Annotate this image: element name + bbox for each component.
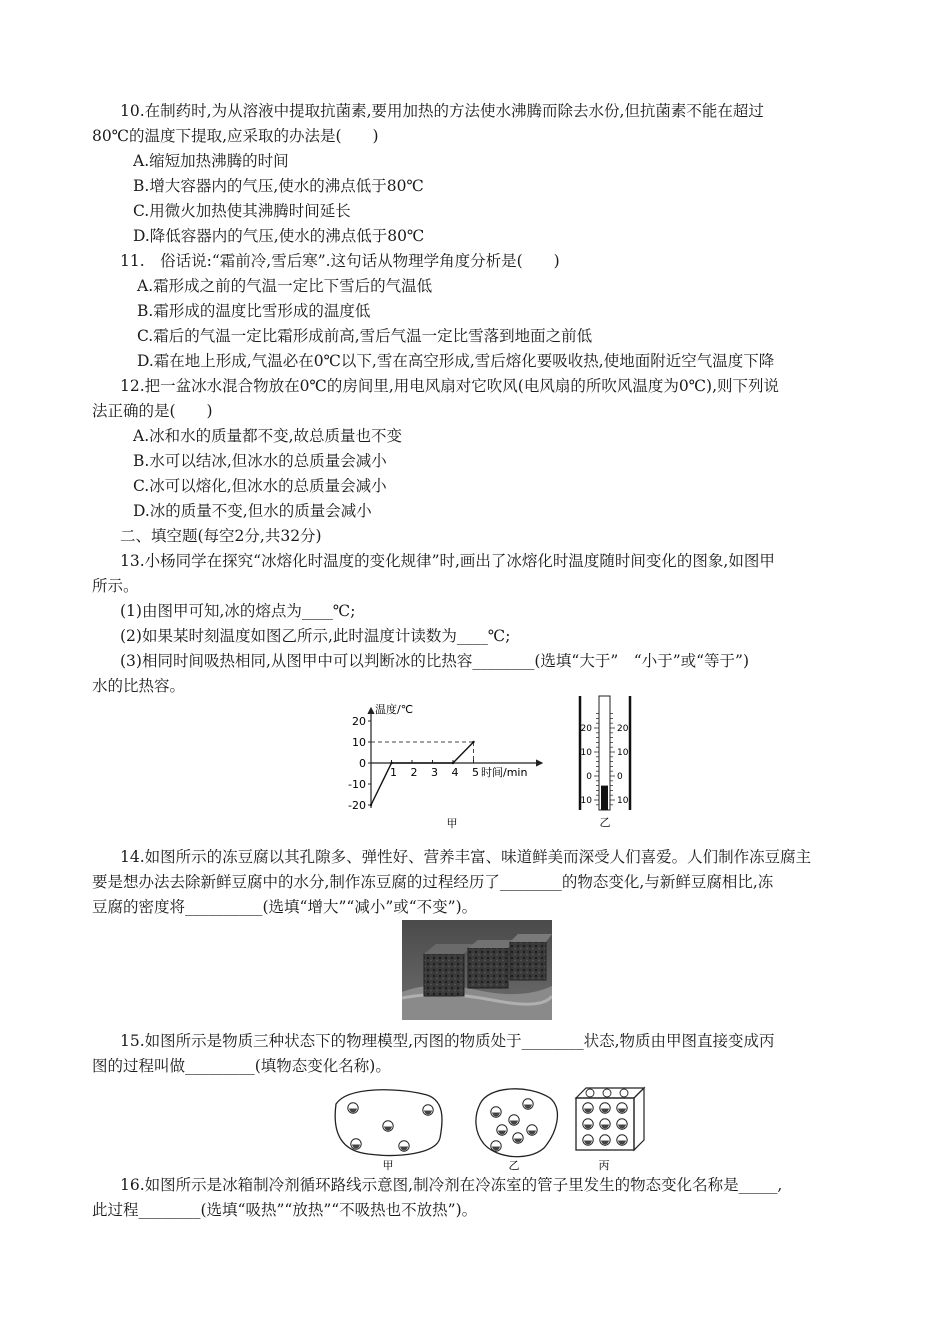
data-point xyxy=(390,762,392,764)
q16-line2: 此过程________(选填“吸热”“放热”“不吸热也不放热”)。 xyxy=(92,1201,478,1219)
molecule xyxy=(586,1089,594,1097)
thermometer-label-left: 10 xyxy=(580,796,592,806)
graph-caption: 甲 xyxy=(446,817,458,830)
melting-graph xyxy=(340,700,560,830)
molecule xyxy=(620,1089,628,1097)
q10-option-a: A.缩短加热沸腾的时间 xyxy=(133,152,289,170)
molecule xyxy=(603,1089,611,1097)
x-axis-label: 时间/min xyxy=(481,766,528,779)
q13-sub3-line1: (3)相同时间吸热相同,从图甲中可以判断冰的比热容________(选填“大于” “小于”或“等于”) xyxy=(120,652,750,670)
q14-line2: 要是想办法去除新鲜豆腐中的水分,制作冻豆腐的过程经历了________的物态变化,与新鲜豆腐相比,冻 xyxy=(92,873,774,891)
y-axis-label: 温度/℃ xyxy=(375,703,414,716)
thermometer-label-left: 10 xyxy=(580,748,592,758)
q10-option-b: B.增大容器内的气压,使水的沸点低于80℃ xyxy=(133,177,424,195)
q13-sub3-line2: 水的比热容。 xyxy=(92,677,186,695)
q12-option-b: B.水可以结冰,但冰水的总质量会减小 xyxy=(133,452,387,470)
q15-line2: 图的过程叫做_________(填物态变化名称)。 xyxy=(92,1057,391,1075)
q10-stem-line1: 10.在制药时,为从溶液中提取抗菌素,要用加热的方法使水沸腾而除去水份,但抗菌素不能在超过 xyxy=(120,102,764,120)
y-tick-label: 20 xyxy=(352,715,366,728)
caption-yi: 乙 xyxy=(508,1159,520,1172)
thermometer-label-left: 0 xyxy=(586,772,592,782)
q13-sub2: (2)如果某时刻温度如图乙所示,此时温度计读数为____℃; xyxy=(120,627,511,645)
x-tick-label: 5 xyxy=(472,766,479,779)
y-tick-label: 0 xyxy=(359,757,366,770)
q15-line1: 15.如图所示是物质三种状态下的物理模型,丙图的物质处于________状态,物质由甲图直接变成丙 xyxy=(120,1032,775,1050)
liquid-molecules xyxy=(491,1099,537,1151)
q12-option-a: A.冰和水的质量都不变,故总质量也不变 xyxy=(133,427,403,445)
data-point xyxy=(452,762,454,764)
thermometer-label-right: 10 xyxy=(617,748,629,758)
q12-stem-line2: 法正确的是( ) xyxy=(92,402,213,420)
q14-line3: 豆腐的密度将__________(选填“增大”“减小”或“不变”)。 xyxy=(92,898,478,916)
data-point xyxy=(472,741,474,743)
thermometer-caption: 乙 xyxy=(599,816,611,829)
caption-bing: 丙 xyxy=(598,1159,610,1172)
q12-option-d: D.冰的质量不变,但水的质量会减小 xyxy=(133,502,372,520)
q10-option-c: C.用微火加热使其沸腾时间延长 xyxy=(133,202,351,220)
thermometer-liquid xyxy=(601,786,608,810)
x-tick-label: 3 xyxy=(431,766,438,779)
q11-option-d: D.霜在地上形成,气温必在0℃以下,雪在高空形成,雪后熔化要吸收热,使地面附近空气温度下降 xyxy=(137,352,775,370)
thermometer-label-right: 10 xyxy=(617,796,629,806)
q14-line1: 14.如图所示的冻豆腐以其孔隙多、弹性好、营养丰富、味道鲜美而深受人们喜爱。人们制作冻豆腐主 xyxy=(120,848,812,866)
x-tick-label: 2 xyxy=(410,766,418,779)
section-2-heading: 二、填空题(每空2分,共32分) xyxy=(120,527,322,545)
states-of-matter-figure xyxy=(328,1082,668,1172)
q13-stem-line2: 所示。 xyxy=(92,577,139,595)
thermometer-label-right: 0 xyxy=(617,772,623,782)
q13-sub1: (1)由图甲可知,冰的熔点为____℃; xyxy=(120,602,356,620)
q13-stem-line1: 13.小杨同学在探究“冰熔化时温度的变化规律”时,画出了冰熔化时温度随时间变化的图象,如图甲 xyxy=(120,552,775,570)
gas-molecules xyxy=(348,1103,433,1151)
y-tick-label: 10 xyxy=(352,736,366,749)
q10-stem-line2: 80℃的温度下提取,应采取的办法是( ) xyxy=(92,127,379,145)
frozen-tofu-photo xyxy=(402,920,552,1020)
thermometer-label-right: 20 xyxy=(617,724,629,734)
thermometer-label-left: 20 xyxy=(580,724,592,734)
q11-option-c: C.霜后的气温一定比霜形成前高,雪后气温一定比雪落到地面之前低 xyxy=(137,327,593,345)
y-tick-label: -10 xyxy=(348,778,366,791)
caption-jia: 甲 xyxy=(382,1159,394,1172)
q12-stem-line1: 12.把一盆冰水混合物放在0℃的房间里,用电风扇对它吹风(电风扇的所吹风温度为0℃),则下列说 xyxy=(120,377,780,395)
data-point xyxy=(370,804,372,806)
q16-line1: 16.如图所示是冰箱制冷剂循环路线示意图,制冷剂在冷冻室的管子里发生的物态变化名称是_____, xyxy=(120,1176,783,1194)
thermometer-figure xyxy=(572,694,638,830)
q11-option-b: B.霜形成的温度比雪形成的温度低 xyxy=(137,302,371,320)
y-tick-label: -20 xyxy=(348,799,366,812)
q12-option-c: C.冰可以熔化,但冰水的总质量会减小 xyxy=(133,477,387,495)
x-tick-label: 1 xyxy=(390,766,397,779)
q11-option-a: A.霜形成之前的气温一定比下雪后的气温低 xyxy=(137,277,433,295)
q11-stem: 11. 俗话说:“霜前冷,雪后寒”.这句话从物理学角度分析是( ) xyxy=(120,252,560,270)
q10-option-d: D.降低容器内的气压,使水的沸点低于80℃ xyxy=(133,227,425,245)
x-tick-label: 4 xyxy=(451,766,459,779)
